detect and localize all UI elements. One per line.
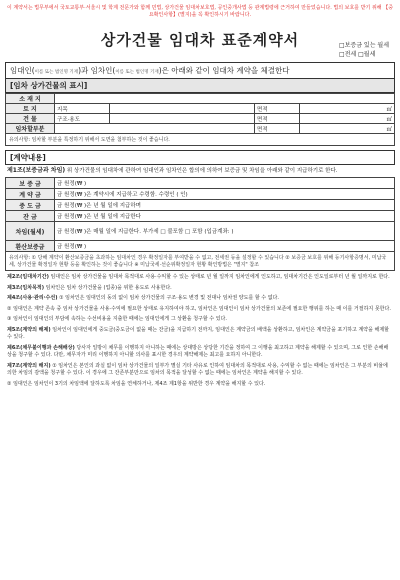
address-field[interactable]	[55, 94, 395, 104]
balance-label: 잔 금	[6, 211, 55, 222]
intro-lessor-note: 이름 또는 법인명 기재	[34, 70, 79, 75]
land-sub: 지목	[55, 104, 110, 114]
deposit-field[interactable]: 금 원정(₩ )	[55, 178, 395, 189]
middle-payment-field[interactable]: 금 원정(₩ )은 년 월 일에 지급하며	[55, 200, 395, 211]
intro-tail: )은 아래와 같이 임대차 계약을 체결한다	[158, 66, 290, 75]
balance-field[interactable]: 금 원정(₩ )은 년 월 일에 지급한다	[55, 211, 395, 222]
intro-line	[5, 62, 395, 79]
property-table	[5, 93, 395, 134]
property-note: 유의사항: 임차할 부분을 특정하기 위해서 도면을 첨부하는 것이 좋습니다.	[5, 134, 395, 146]
land-label: 토 지	[6, 104, 55, 114]
legal-notice: 이 계약서는 법무부에서 국토교통부·서울시 및 학계 전문가와 함께 민법, 상가건물 임대차보호법, 공인중개사법 등 관계법령에 근거하여 만들었습니다. 법의 보호를 받기 위해 【중요확인사항】(별지)을 꼭 확인하시기 바랍니다.	[6, 5, 394, 18]
article-4-1: 제4조(사용·관리·수선) ① 임차인은 임대인의 동의 없이 임차 상가건물의 구조·용도 변경 및 전대나 임차권 양도를 할 수 없다.	[7, 295, 279, 301]
building-area-label: 면적	[255, 114, 300, 124]
rented-part-label: 임차할부분	[6, 124, 55, 134]
contract-type-checks[interactable]	[339, 41, 389, 59]
rented-part-field[interactable]	[55, 124, 255, 134]
article-4-2: ② 임대인은 계약 존속 중 임차 상가건물을 사용·수익에 필요한 상태로 유지하여야 하고, 임차인은 임대인이 임차 상가건물의 보존에 필요한 행위를 하는 때 이를 거절하지 못한다.	[7, 305, 391, 312]
article-1-head: 제1조(보증금과 차임)	[7, 167, 66, 174]
rented-area-label: 면적	[255, 124, 300, 134]
contract-page	[5, 5, 395, 570]
article-7-1: 제7조(계약의 해지) ① 임차인은 본인의 과실 없이 임차 상가건물의 일부가 멸실 기타 사유로 인하여 임대차의 목적대로 사용, 수익할 수 없는 때에는 임차인은 그 부분의 비율에 의한 차임의 감액을 청구할 수 있다. 이 경우에 그 잔존부분만으로 임차의 목적을 달성할 수 없는 때에는 임차인은 계약을 해지할 수 있다.	[7, 362, 388, 376]
article-5: 제5조(계약의 해제) 임차인이 임대인에게 중도금(중도금이 없을 때는 잔금)을 지급하기 전까지, 임대인은 계약금의 배액을 상환하고, 임차인은 계약금을 포기하고 계약을 해제할 수 있다.	[7, 326, 390, 340]
article-6: 제6조(채무불이행과 손해배상) 당사자 일방이 채무를 이행하지 아니하는 때에는 상대방은 상당한 기간을 정하여 그 이행을 최고하고 계약을 해제할 수 있으며, 그로 인한 손해배상을 청구할 수 있다. 다만, 채무자가 미리 이행하지 아니할 의사를 표시한 경우의 계약해제는 최고를 요하지 아니한다.	[7, 344, 389, 358]
intro-lessee-note: 이름 또는 법인명 기재	[115, 70, 159, 75]
building-field[interactable]	[110, 114, 255, 124]
land-field[interactable]	[110, 104, 255, 114]
deposit-label: 보 증 금	[6, 178, 55, 189]
check-deposit-monthly[interactable]: □보증금 있는 월세	[338, 42, 389, 49]
article-3: 제3조(임차목적) 임차인은 임차 상가건물을 (업종)을 위한 용도로 사용한다.	[7, 284, 172, 291]
rent-label: 차임(월세)	[6, 222, 55, 241]
section-property-title: [임차 상가건물의 표시]	[5, 79, 395, 93]
article-1	[7, 167, 393, 175]
article-7-2: ② 임대인은 임차인이 3기의 차임액에 달하도록 차임을 연체하거나, 제4조 제1항을 위반한 경우 계약을 해지할 수 있다.	[7, 380, 266, 387]
check-jeonse-monthly[interactable]: □전세 □월세	[338, 51, 376, 58]
middle-payment-label: 중 도 금	[6, 200, 55, 211]
address-label: 소 재 지	[6, 94, 55, 104]
down-payment-label: 계 약 금	[6, 189, 55, 200]
article-4-3: ③ 임차인이 임대인의 부담에 속하는 수선비용을 지출한 때에는 임대인에게 그 상환을 청구할 수 있다.	[7, 316, 227, 322]
rent-field[interactable]: 금 원정(₩ )은 매월 일에 지급한다. 부가세 □ 불포함 □ 포함 (입금계좌: )	[55, 222, 395, 241]
converted-deposit-label: 환산보증금	[6, 241, 55, 252]
articles-list	[5, 274, 395, 388]
land-area-unit[interactable]: ㎡	[300, 104, 395, 114]
payment-table	[5, 177, 395, 252]
down-payment-field[interactable]: 금 원정(₩ )은 계약시에 지급하고 수령함. 수령인 ( 인)	[55, 189, 395, 200]
building-sub: 구조·용도	[55, 114, 110, 124]
building-label: 건 물	[6, 114, 55, 124]
article-2: 제2조(임대차기간) 임대인은 임차 상가건물을 임대차 목적대로 사용·수익할 수 있는 상태로 년 월 일까지 임차인에게 인도하고, 임대차기간은 인도일로부터 년 월 일까지로 한다.	[7, 274, 390, 280]
intro-mid: )과 임차인(	[78, 66, 116, 75]
building-area-unit[interactable]: ㎡	[300, 114, 395, 124]
article-1-text: 위 상가건물의 임대차에 관하여 임대인과 임차인은 합의에 의하여 보증금 및 차임을 아래와 같이 지급하기로 한다.	[66, 168, 338, 174]
rented-area-unit[interactable]: ㎡	[300, 124, 395, 134]
intro-lessor: 임대인(	[10, 66, 35, 75]
section-contract-title: [계약내용]	[5, 150, 395, 165]
land-area-label: 면적	[255, 104, 300, 114]
converted-deposit-field[interactable]: 금 원정(₩ )	[55, 241, 395, 252]
page-title: 상가건물 임대차 표준계약서	[100, 31, 300, 49]
payment-note: 유의사항: ① 당해 계약이 환산보증금을 초과하는 임대차인 경우 확정일자를 부여받을 수 없고, 전세권 등을 설정할 수 있습니다 ② 보증금 보호를 위해 등기사항증명서, 미납국세, 상가건물 확정일자 현황 등을 확인하는 것이 좋습니다 ※ 미납국세·선순위확정일자 현황 확인방법은 "별지" 참조	[5, 252, 395, 271]
